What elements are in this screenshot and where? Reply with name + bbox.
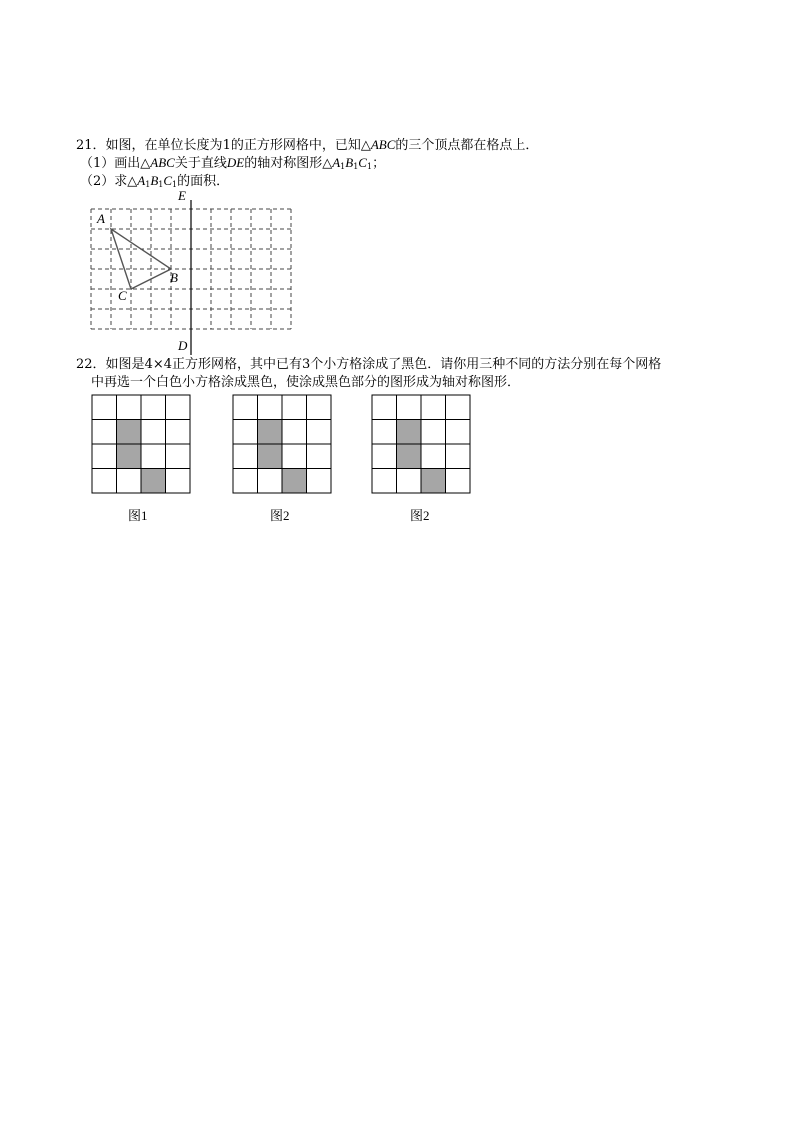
q21-stem: 21．如图，在单位长度为1的正方形网格中，已知△ABC的三个顶点都在格点上． [76, 137, 539, 153]
grid-cell[interactable] [421, 395, 446, 420]
label-b: B [170, 270, 178, 285]
grid-cell[interactable] [258, 469, 283, 494]
grid-cell[interactable] [372, 469, 397, 494]
grid-cell[interactable] [372, 395, 397, 420]
grid-cell[interactable] [446, 395, 471, 420]
grid-cell[interactable] [307, 444, 332, 469]
grid-cell[interactable] [421, 420, 446, 445]
q21-part1: （1）画出△ABC关于直线DE的轴对称图形$\triangle A_1B_1C_1$； [80, 155, 386, 171]
grid-cell[interactable] [166, 469, 191, 494]
grid-cell[interactable] [233, 395, 258, 420]
grid-cell[interactable] [372, 444, 397, 469]
grid-cell[interactable] [233, 444, 258, 469]
grid-cell[interactable] [141, 420, 166, 445]
label-d: D [178, 338, 188, 353]
q22-stem-line2: 中再选一个白色小方格涂成黑色，使涂成黑色部分的图形成为轴对称图形． [91, 375, 521, 390]
grid-cell[interactable] [446, 420, 471, 445]
q22-number: 22． [76, 357, 106, 372]
grid-cell[interactable] [397, 469, 422, 494]
shaded-cell[interactable] [421, 469, 446, 494]
shaded-cell[interactable] [397, 444, 422, 469]
label-c: C [118, 288, 127, 303]
q22-stem-line1: 22．如图是4×4正方形网格，其中已有3个小方格涂成了黑色．请你用三种不同的方法分别在每个网格 [76, 357, 662, 372]
grid-cell[interactable] [446, 469, 471, 494]
grid-cell[interactable] [92, 395, 117, 420]
caption-fig1: 图1 [128, 508, 148, 523]
grid-cell[interactable] [117, 395, 142, 420]
q21-number: 21． [76, 138, 106, 153]
grid-cell[interactable] [372, 420, 397, 445]
label-e: E [178, 188, 186, 203]
caption-fig2a: 图2 [270, 508, 290, 523]
grid-cell[interactable] [307, 395, 332, 420]
shaded-cell[interactable] [282, 469, 307, 494]
label-a: A [97, 211, 105, 226]
grid-cell[interactable] [258, 395, 283, 420]
grid-cell[interactable] [166, 444, 191, 469]
grid-cell[interactable] [141, 444, 166, 469]
grid-cell[interactable] [307, 420, 332, 445]
grid-cell[interactable] [446, 444, 471, 469]
shaded-cell[interactable] [141, 469, 166, 494]
grid-cell[interactable] [282, 420, 307, 445]
grid-cell[interactable] [233, 469, 258, 494]
grid-cell[interactable] [282, 444, 307, 469]
shaded-cell[interactable] [258, 444, 283, 469]
grid-cell[interactable] [92, 420, 117, 445]
shaded-cell[interactable] [117, 444, 142, 469]
grid-cell[interactable] [92, 469, 117, 494]
grid-cell[interactable] [117, 469, 142, 494]
grid-cell[interactable] [282, 395, 307, 420]
grid-cell[interactable] [141, 395, 166, 420]
grid-cell[interactable] [166, 395, 191, 420]
grid-cell[interactable] [233, 420, 258, 445]
shaded-cell[interactable] [397, 420, 422, 445]
grid-cell[interactable] [166, 420, 191, 445]
shaded-cell[interactable] [258, 420, 283, 445]
q21-part2: （2）求$\triangle A_1B_1C_1$的面积． [80, 173, 230, 189]
caption-fig2b: 图2 [410, 508, 430, 523]
grid-cell[interactable] [307, 469, 332, 494]
grid-cell[interactable] [421, 444, 446, 469]
shaded-cell[interactable] [117, 420, 142, 445]
grid-cell[interactable] [92, 444, 117, 469]
grid-cell[interactable] [397, 395, 422, 420]
